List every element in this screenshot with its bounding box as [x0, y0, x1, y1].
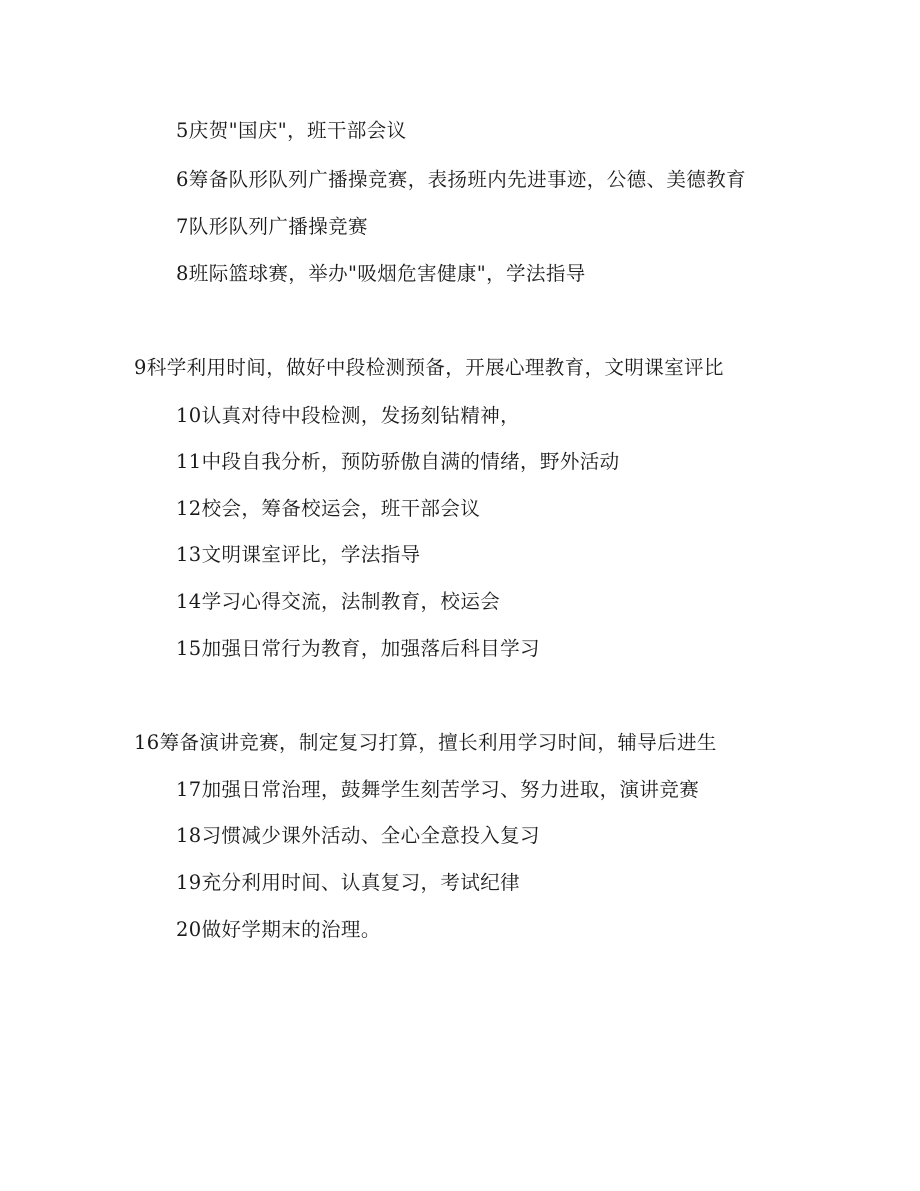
- text-line-3: 7队形队列广播操竞赛: [176, 215, 368, 238]
- text-line-5: 9科学利用时间，做好中段检测预备，开展心理教育，文明课室评比: [134, 356, 724, 379]
- text-line-9: 13文明课室评比，学法指导: [176, 543, 421, 566]
- text-line-4: 8班际篮球赛，举办"吸烟危害健康"，学法指导: [176, 262, 586, 285]
- text-line-16: 20做好学期末的治理。: [176, 918, 381, 941]
- text-line-13: 17加强日常治理，鼓舞学生刻苦学习、努力进取，演讲竞赛: [176, 778, 700, 801]
- text-line-14: 18习惯减少课外活动、全心全意投入复习: [176, 824, 540, 847]
- text-line-11: 15加强日常行为教育，加强落后科目学习: [176, 637, 540, 660]
- text-line-6: 10认真对待中段检测，发扬刻钻精神，: [176, 404, 521, 427]
- text-line-1: 5庆贺"国庆"，班干部会议: [176, 119, 407, 142]
- text-line-15: 19充分利用时间、认真复习，考试纪律: [176, 871, 521, 894]
- text-line-12: 16筹备演讲竞赛，制定复习打算，擅长利用学习时间，辅导后进生: [134, 731, 717, 754]
- text-line-2: 6筹备队形队列广播操竞赛，表扬班内先进事迹，公德、美德教育: [176, 168, 747, 191]
- text-line-8: 12校会，筹备校运会，班干部会议: [176, 497, 481, 520]
- text-line-10: 14学习心得交流，法制教育，校运会: [176, 590, 501, 613]
- text-line-7: 11中段自我分析，预防骄傲自满的情绪，野外活动: [176, 450, 620, 473]
